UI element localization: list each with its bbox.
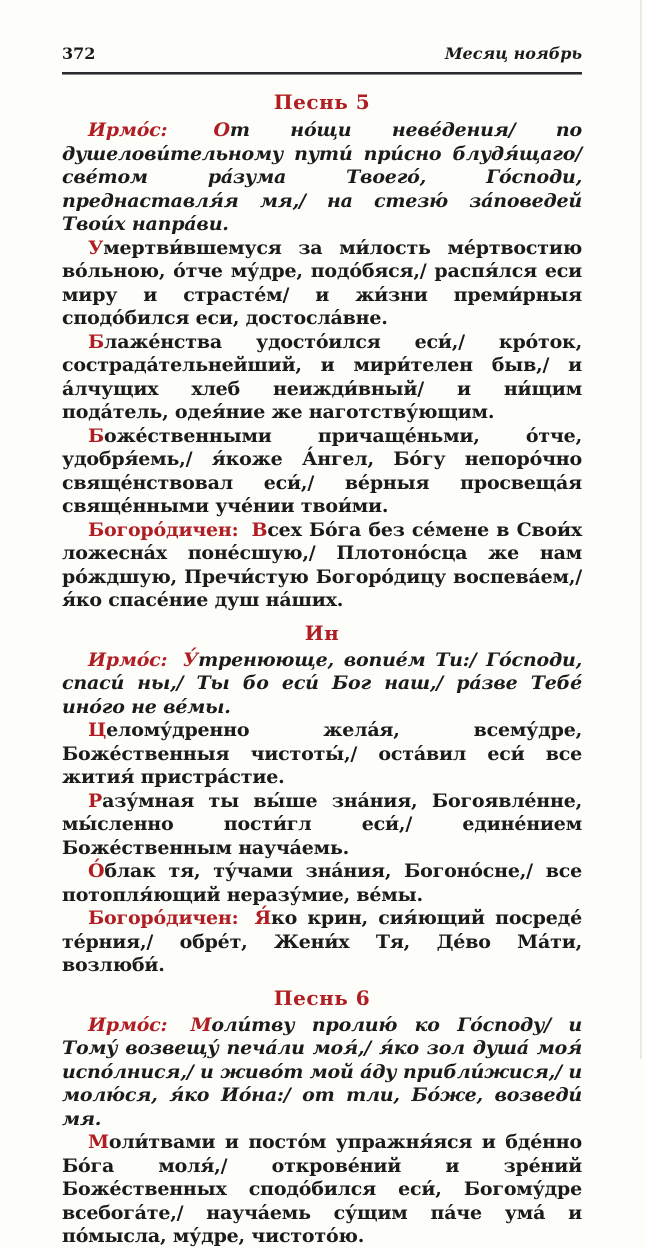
- troparion-paragraph: [62, 1131, 582, 1249]
- paragraph-text: ко крин, сия́ющий посреде́ те́рния,/ обре́т, Жени́х Тя, Де́во Ма́ти, возлюби́.: [62, 907, 582, 976]
- in-heading: Ин: [304, 620, 340, 645]
- running-title: Месяц ноябрь: [444, 44, 582, 63]
- bogorodichen-paragraph: [62, 907, 582, 978]
- paragraph-text: азу́мная ты вы́ше зна́ния, Богоявле́нне, мы́сленно пости́гл еси́,/ едине́нием Боже́ственным науча́емь.: [62, 789, 582, 859]
- irmos-label: Ирмо́с:: [88, 1013, 168, 1036]
- troparion-paragraph: [62, 425, 582, 519]
- red-initial: Ц: [88, 719, 107, 741]
- song-6-heading: Песнь 6: [273, 985, 371, 1010]
- bogorodichen-label: Богоро́дичен:: [88, 518, 239, 541]
- red-initial: У́: [182, 648, 199, 671]
- red-initial: У: [88, 236, 104, 259]
- troparion-paragraph: [62, 860, 582, 907]
- paragraph-text: лаже́нства удосто́ился еси́,/ кро́ток, сострада́тельнейший, и мири́телен быв,/ и а́лчущих хлеб неижди́вный/ и ни́щим пода́тель, одея́ние же наготству́ющим.: [62, 330, 582, 423]
- paragraph-text: тренююще, вопие́м Ти:/ Го́споди, спаси́ ны,/ Ты бо еси́ Бог наш,/ ра́зве Тебе́ ино́го не ве́мы.: [62, 648, 582, 718]
- red-initial: Я́: [254, 907, 272, 929]
- red-initial: О́: [88, 860, 105, 882]
- red-initial: М: [88, 1131, 109, 1153]
- irmos-label: Ирмо́с:: [88, 648, 168, 671]
- troparion-paragraph: [62, 331, 582, 425]
- red-initial: Б: [88, 330, 105, 353]
- red-initial: Б: [88, 424, 105, 447]
- red-initial: В: [251, 518, 268, 541]
- paragraph-text: елому́дренно жела́я, всему́дре, Боже́ственныя чистоты́,/ оста́вил еси́ все жития́ пристра́стие.: [62, 719, 582, 788]
- paragraph-text: мертви́вшемуся за ми́лость ме́ртвостию во́льною, о́тче му́дре, подо́бяся,/ распя́лся еси миру и страсте́м/ и жи́зни преми́рныя сподо́бился еси, достосла́вне.: [62, 236, 582, 329]
- irmos-label: Ирмо́с:: [88, 119, 168, 141]
- paragraph-text: оже́ственными причаще́ньми, о́тче, удобря́емь,/ я́коже А́нгел, Бо́гу непоро́чно свяще́нствовал еси́,/ ве́рныя просвеща́я свяще́нными уче́нии твои́ми.: [62, 424, 582, 517]
- paragraph-text: блак тя, ту́чами зна́ния, Богоно́сне,/ все потопля́ющий неразу́мие, ве́мы.: [62, 860, 582, 906]
- bogorodichen-label: Богоро́дичен:: [88, 907, 239, 929]
- troparion-paragraph: [62, 719, 582, 790]
- paragraph-text: сех Бо́га без се́мене в Свои́х ложесна́х поне́сшую,/ Плотоно́сца же нам ро́ждшую, Пречи́стую Богоро́дицу воспева́ем,/ я́ко спасе́ние душ на́ших.: [62, 518, 582, 611]
- header-rule: [62, 72, 582, 75]
- page-number: 372: [62, 44, 96, 63]
- red-initial: М: [190, 1013, 212, 1036]
- paragraph-text: оли́твами и посто́м упражня́яся и бде́нно Бо́га моля́,/ открове́ний и зре́ний Боже́ственных сподо́бился еси́, Богому́дре всебога́те,/ науча́емь су́щим па́че ума́ и по́мысла, му́дре, чистото́ю.: [62, 1131, 582, 1247]
- song-5-heading: Песнь 5: [273, 90, 371, 114]
- irmos-paragraph: [62, 1014, 582, 1132]
- page-header: [62, 44, 582, 63]
- paragraph-text: оли́тву пролию́ ко Го́споду/ и Тому́ возвещу́ печа́ли моя́,/ я́ко зол душа́ моя́ испо́лнися,/ и живо́т мой а́ду прибли́жися,/ и молю́ся, я́ко Ио́на:/ от тли, Бо́же, возведи́ мя.: [62, 1013, 582, 1130]
- troparion-paragraph: [62, 790, 582, 861]
- red-initial: Р: [88, 789, 103, 812]
- red-initial: О: [213, 119, 230, 141]
- bogorodichen-paragraph: [62, 519, 582, 613]
- irmos-paragraph: [62, 649, 582, 720]
- troparion-paragraph: [62, 237, 582, 331]
- irmos-paragraph: [62, 119, 582, 237]
- paragraph-text: т но́щи неве́дения/ по душелови́тельному пути́ при́сно блудя́щаго/ све́том ра́зума Твоего́, Го́споди, преднаставля́я мя,/ на стезю́ за́поведей Твои́х напра́ви.: [62, 119, 582, 235]
